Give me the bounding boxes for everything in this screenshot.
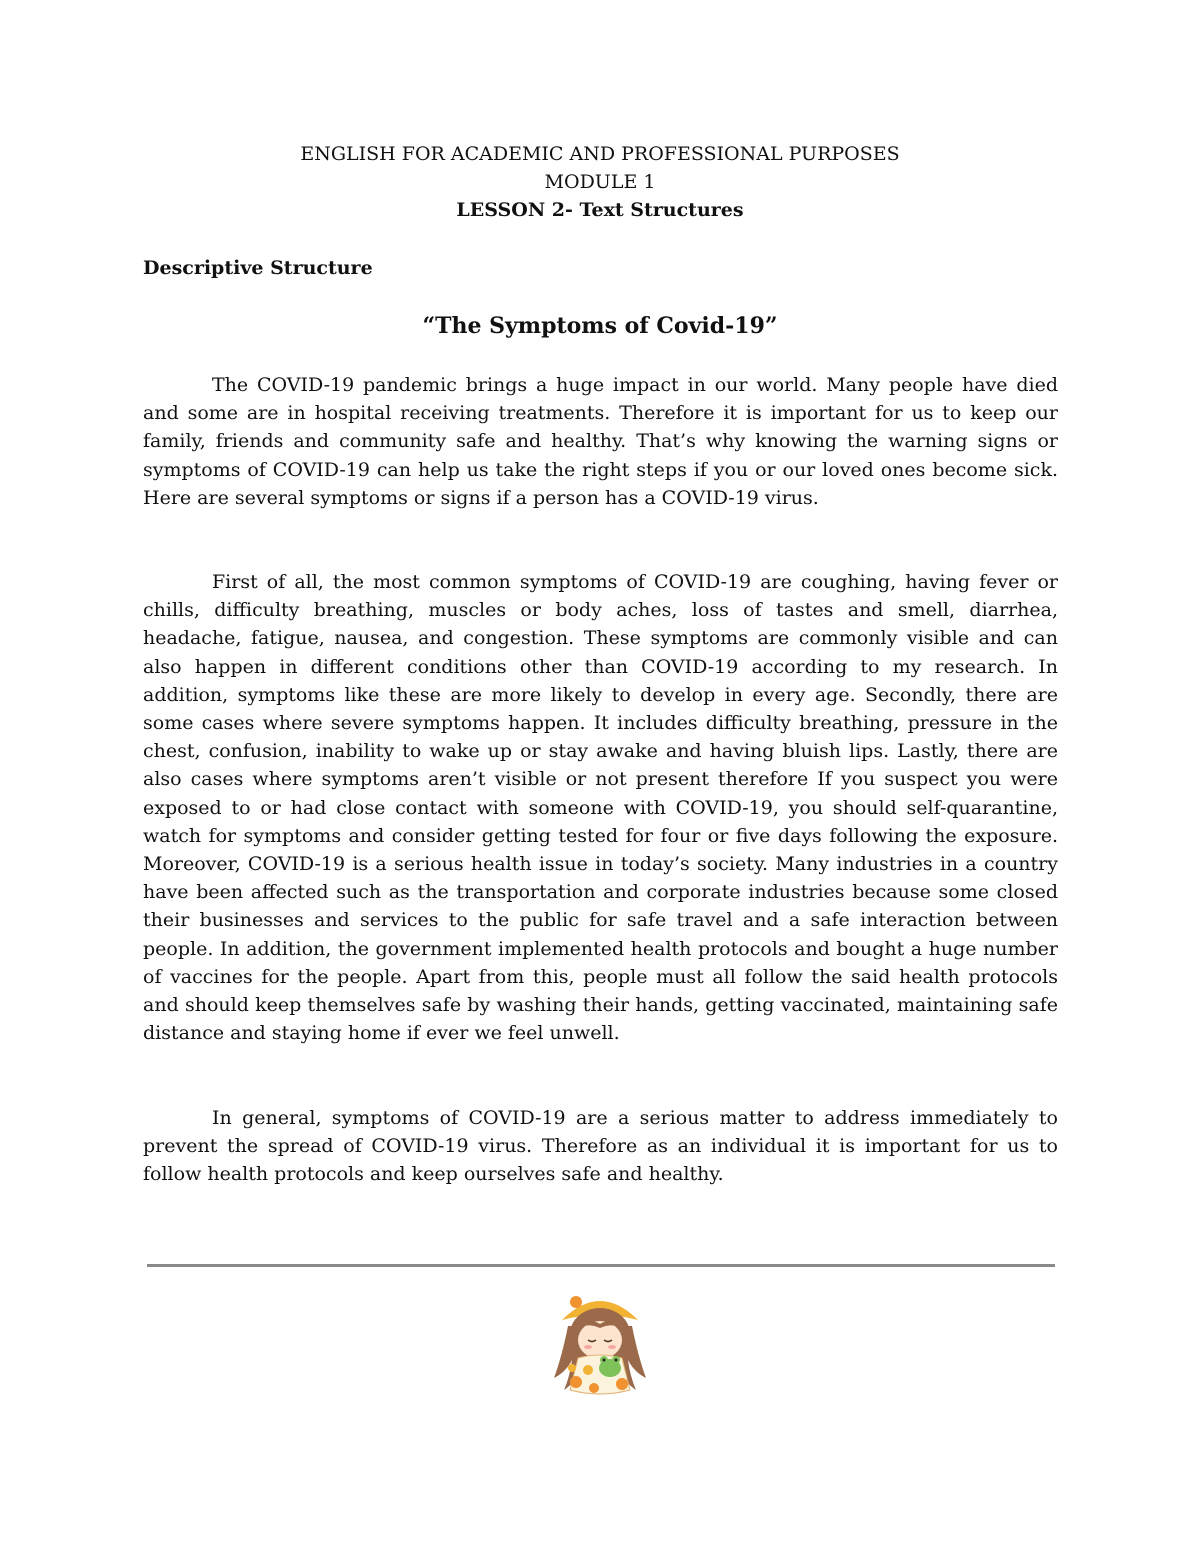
- footer-divider: [147, 1264, 1055, 1267]
- essay-paragraph-3: [143, 1104, 1058, 1189]
- essay-paragraph-2: [143, 568, 1058, 1047]
- paragraph-text: In general, symptoms of COVID-19 are a serious matter to address immediately to prevent the spread of COVID-19 virus. Therefore as an individual it is important for us to follow health protocols and keep ourselves safe and healthy.: [143, 1107, 1058, 1186]
- paragraph-text: First of all, the most common symptoms of COVID-19 are coughing, having fever or chills, difficulty breathing, muscles or body aches, loss of tastes and smell, diarrhea, headache, fatigue, nausea, and congestion. These symptoms are commonly visible and can also happen in different conditions other than COVID-19 according to my research. In addition, symptoms like these are more likely to develop in every age. Secondly, there are some cases where severe symptoms happen. It includes difficulty breathing, pressure in the chest, confusion, inability to wake up or stay awake and having bluish lips. Lastly, there are also cases where symptoms aren’t visible or not present therefore If you suspect you were exposed to or had close contact with someone with COVID-19, you should self-quarantine, watch for symptoms and consider getting tested for four or five days following the exposure. Moreover, COVID-19 is a serious health issue in today’s society. Many industries in a country have been affected such as the transportation and corporate industries because some closed their businesses and services to the public for safe travel and a safe interaction between people. In addition, the government implemented health protocols and bought a huge number of vaccines for the people. Apart from this, people must all follow the said health protocols and should keep themselves safe by washing their hands, getting vaccinated, maintaining safe distance and staying home if ever we feel unwell.: [143, 571, 1058, 1045]
- course-title: ENGLISH FOR ACADEMIC AND PROFESSIONAL PURPOSES: [300, 143, 900, 165]
- paragraph-text: The COVID-19 pandemic brings a huge impact in our world. Many people have died and some are in hospital receiving treatments. Therefore it is important for us to keep our family, friends and community safe and healthy. That’s why knowing the warning signs or symptoms of COVID-19 can help us take the right steps if you or our loved ones become sick. Here are several symptoms or signs if a person has a COVID-19 virus.: [143, 374, 1058, 509]
- essay-title: “The Symptoms of Covid-19”: [422, 313, 778, 339]
- lesson-label: LESSON 2- Text Structures: [456, 199, 744, 221]
- chibi-girl-with-frog-icon: [548, 1286, 652, 1398]
- module-label: MODULE 1: [544, 171, 656, 193]
- section-heading: Descriptive Structure: [143, 257, 373, 279]
- document-header: [0, 140, 1200, 224]
- essay-paragraph-1: [143, 371, 1058, 512]
